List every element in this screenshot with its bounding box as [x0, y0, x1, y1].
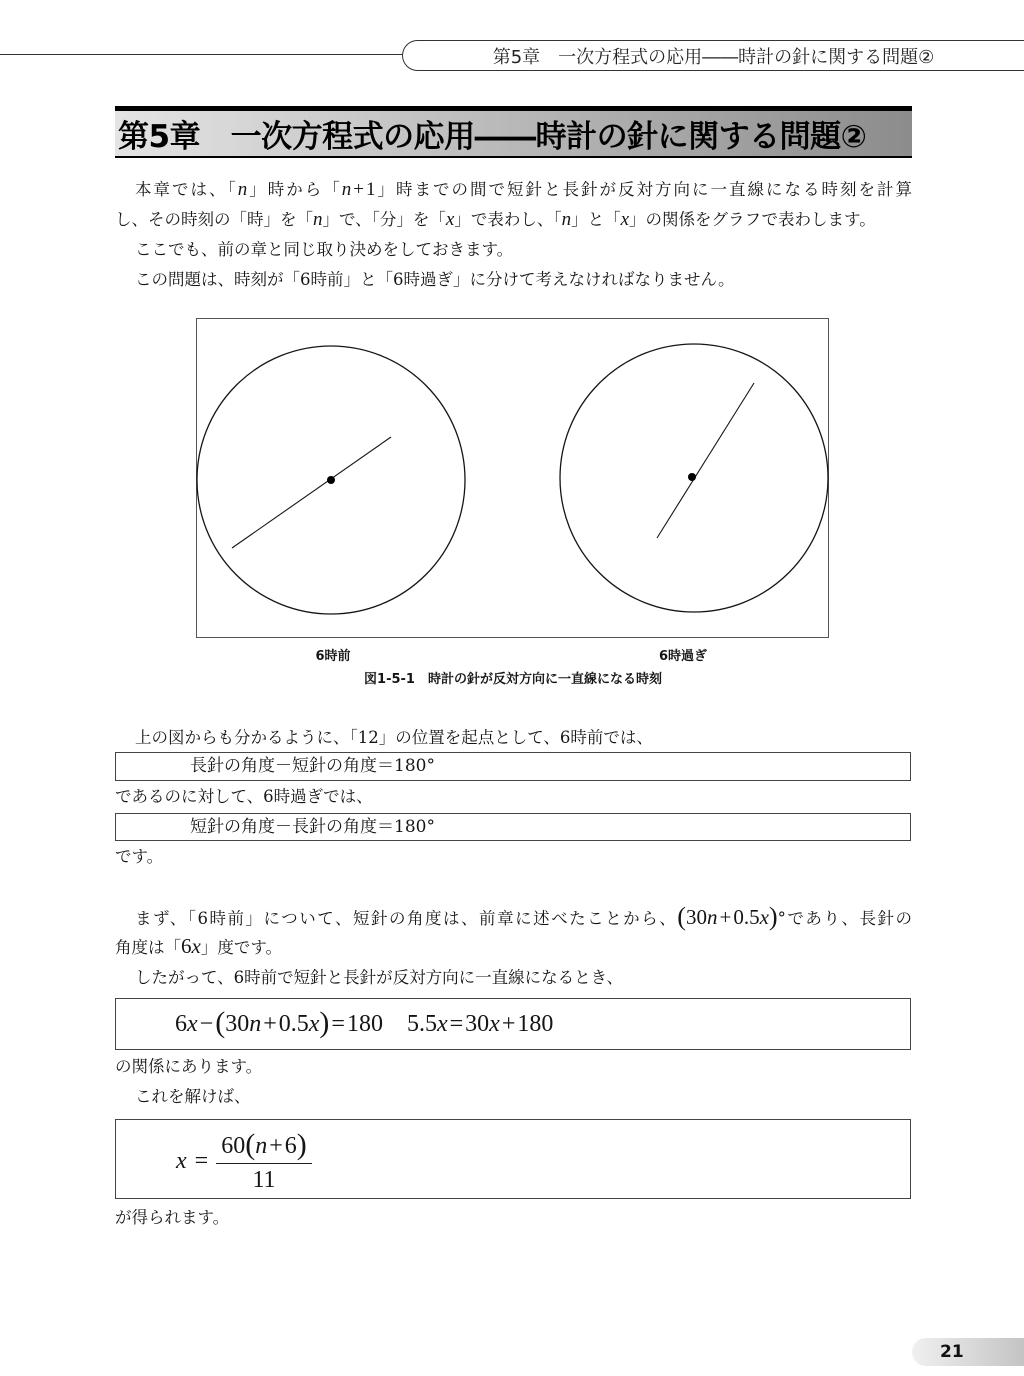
formula-after-six: 短針の角度－長針の角度＝180° [190, 817, 435, 837]
clock-center-right [688, 473, 696, 481]
text-run: この問題は、時刻が「6時前」と「6時過ぎ」に分けて考えなければなりません。 [135, 270, 735, 289]
solution-numerator-wrap [216, 1128, 312, 1161]
text-run: し、その時刻の「時」を「 [115, 210, 313, 229]
formula-before-six: 長針の角度－短針の角度＝180° [190, 756, 435, 776]
clock-hands-right [657, 383, 754, 538]
solution-denominator-wrap [216, 1167, 312, 1193]
text-run: 」の関係をグラフで表わします。 [629, 210, 876, 229]
section2-line-5: これを解けば、 [135, 1087, 251, 1106]
solution-numerator: 60(n+6) [221, 1128, 307, 1161]
section2-line-3: したがって、6時前で短針と長針が反対方向に一直線になるとき、 [135, 968, 624, 987]
section2-line-2 [115, 931, 282, 961]
page-number: 21 [940, 1342, 964, 1362]
solution-lhs: x = [176, 1148, 209, 1174]
solution-lhs-wrap [176, 1148, 210, 1174]
chapter-title-bar [115, 106, 912, 158]
clock-hands-left [232, 437, 391, 548]
section1-contrast: であるのに対して、6時過ぎでは、 [115, 787, 373, 806]
equation-2: 5.5x=30x+180 [406, 1011, 554, 1037]
text-run: 」で表わし、「 [454, 210, 562, 229]
text-run: 本章では、「 [135, 180, 238, 199]
math-expression: x [620, 209, 630, 230]
math-expression: n [561, 209, 572, 230]
text-run: まず、「6時前」について、短針の角度は、前章に述べたことから、 [135, 909, 678, 928]
equation-1: 6x−(30n+0.5x)=180 [175, 1006, 383, 1039]
clock-figure [196, 318, 829, 638]
formula-box-after-six [115, 813, 911, 841]
figure-label-before-six: 6時前 [315, 649, 351, 664]
fraction-bar [216, 1163, 312, 1164]
math-expression: n + 1 [341, 179, 376, 200]
clock-center-left [327, 476, 335, 484]
intro-line-4 [135, 268, 735, 292]
formula-box-before-six [115, 752, 911, 781]
clock-diagram [196, 318, 829, 638]
header-rule [0, 54, 403, 55]
text-run: 」と「 [571, 210, 621, 229]
clock-after-six [560, 344, 828, 612]
section2-line-6: が得られます。 [115, 1208, 230, 1227]
figure-label-after-six: 6時過ぎ [658, 649, 708, 664]
equation-row [175, 999, 553, 1051]
section2-line-4: の関係にあります。 [115, 1057, 263, 1076]
math-expression: x [445, 209, 455, 230]
section1-lead: 上の図からも分かるように、「12」の位置を起点として、6時前では、 [135, 728, 653, 747]
solution-box [115, 1119, 911, 1199]
solution-denominator: 11 [252, 1167, 276, 1193]
text-run: 」時までの間で短針と長針が反対方向に一直線になる時刻を計算 [375, 180, 913, 199]
text-run: ここでも、前の章と同じ取り決めをしておきます。 [135, 240, 514, 259]
section2-line-1 [135, 902, 912, 932]
math-expression: (30n+0.5x) [677, 902, 778, 931]
intro-line-2 [115, 208, 876, 232]
running-header [402, 40, 1024, 71]
math-expression: n [237, 179, 248, 200]
math-expression: 6x [181, 934, 201, 958]
text-run: 角度は「 [115, 938, 181, 957]
intro-line-1 [135, 178, 912, 202]
chapter-title: 第5章 一次方程式の応用――時計の針に関する問題② [118, 119, 867, 155]
running-header-text: 第5章 一次方程式の応用――時計の針に関する問題② [492, 46, 935, 68]
equation-box [115, 998, 911, 1050]
page-number-tab [912, 1338, 1024, 1366]
math-expression: n [313, 209, 323, 230]
text-run: 」時から「 [247, 180, 342, 199]
text-run: 」で、「分」を「 [322, 210, 446, 229]
text-run: 」度です。 [200, 938, 283, 957]
section1-close: です。 [115, 847, 164, 866]
intro-line-3 [135, 238, 513, 262]
text-run: °であり、長針の [777, 909, 912, 928]
figure-caption: 図1-5-1 時計の針が反対方向に一直線になる時刻 [364, 672, 662, 687]
clock-before-six [197, 346, 465, 614]
